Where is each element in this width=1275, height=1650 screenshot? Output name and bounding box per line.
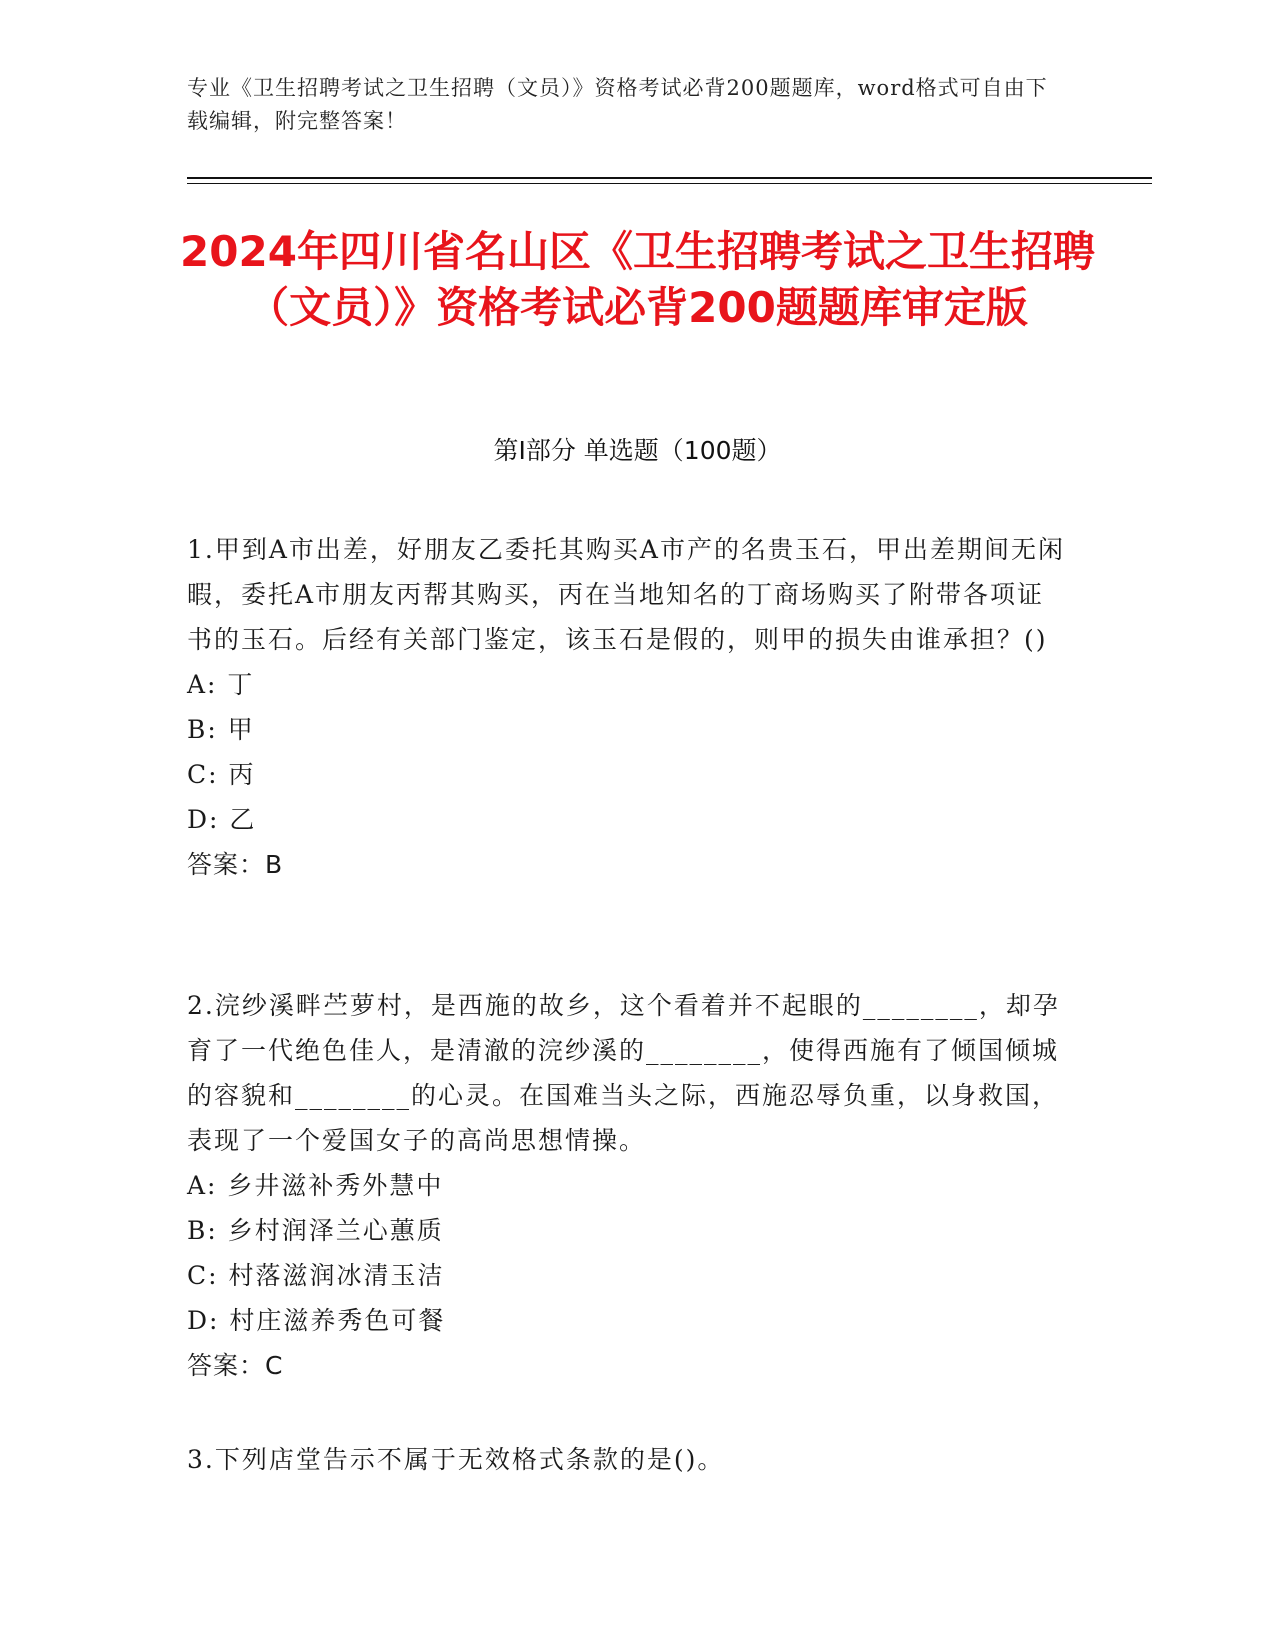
document-title: 2024年四川省名山区《卫生招聘考试之卫生招聘（文员）》资格考试必背200题题库审定版	[180, 227, 1095, 332]
question-1	[187, 527, 1067, 887]
question-stem: 1.甲到A市出差，好朋友乙委托其购买A市产的名贵玉石，甲出差期间无闲暇，委托A市朋友丙帮其购买，丙在当地知名的丁商场购买了附带各项证书的玉石。后经有关部门鉴定，该玉石是假的，则甲的损失由谁承担？()	[187, 535, 1065, 654]
option-c: C: 丙	[187, 760, 256, 789]
question-stem: 2.浣纱溪畔苎萝村，是西施的故乡，这个看着并不起眼的________，却孕育了一代绝色佳人，是清澈的浣纱溪的________，使得西施有了倾国倾城的容貌和________的心灵。在国难当头之际，西施忍辱负重，以身救国，表现了一个爱国女子的高尚思想情操。	[187, 991, 1060, 1155]
question-2	[187, 983, 1067, 1388]
option-c: C: 村落滋润冰清玉洁	[187, 1261, 445, 1290]
section-heading: 第Ⅰ部分 单选题（100题）	[493, 436, 782, 465]
question-3	[187, 1437, 1067, 1482]
header-note: 专业《卫生招聘考试之卫生招聘（文员）》资格考试必背200题题库，word格式可自由下载编辑，附完整答案！	[187, 76, 1048, 133]
option-a: A: 乡井滋补秀外慧中	[187, 1171, 444, 1200]
question-stem: 3.下列店堂告示不属于无效格式条款的是()。	[187, 1445, 725, 1474]
option-a: A: 丁	[187, 670, 255, 699]
header-divider-thick	[187, 177, 1152, 179]
option-b: B: 乡村润泽兰心蕙质	[187, 1216, 444, 1245]
option-d: D: 乙	[187, 805, 257, 834]
header-divider-thin	[187, 183, 1152, 184]
option-b: B: 甲	[187, 715, 255, 744]
answer-line: 答案：C	[187, 1351, 284, 1380]
answer-line: 答案：B	[187, 850, 284, 879]
option-d: D: 村庄滋养秀色可餐	[187, 1306, 446, 1335]
